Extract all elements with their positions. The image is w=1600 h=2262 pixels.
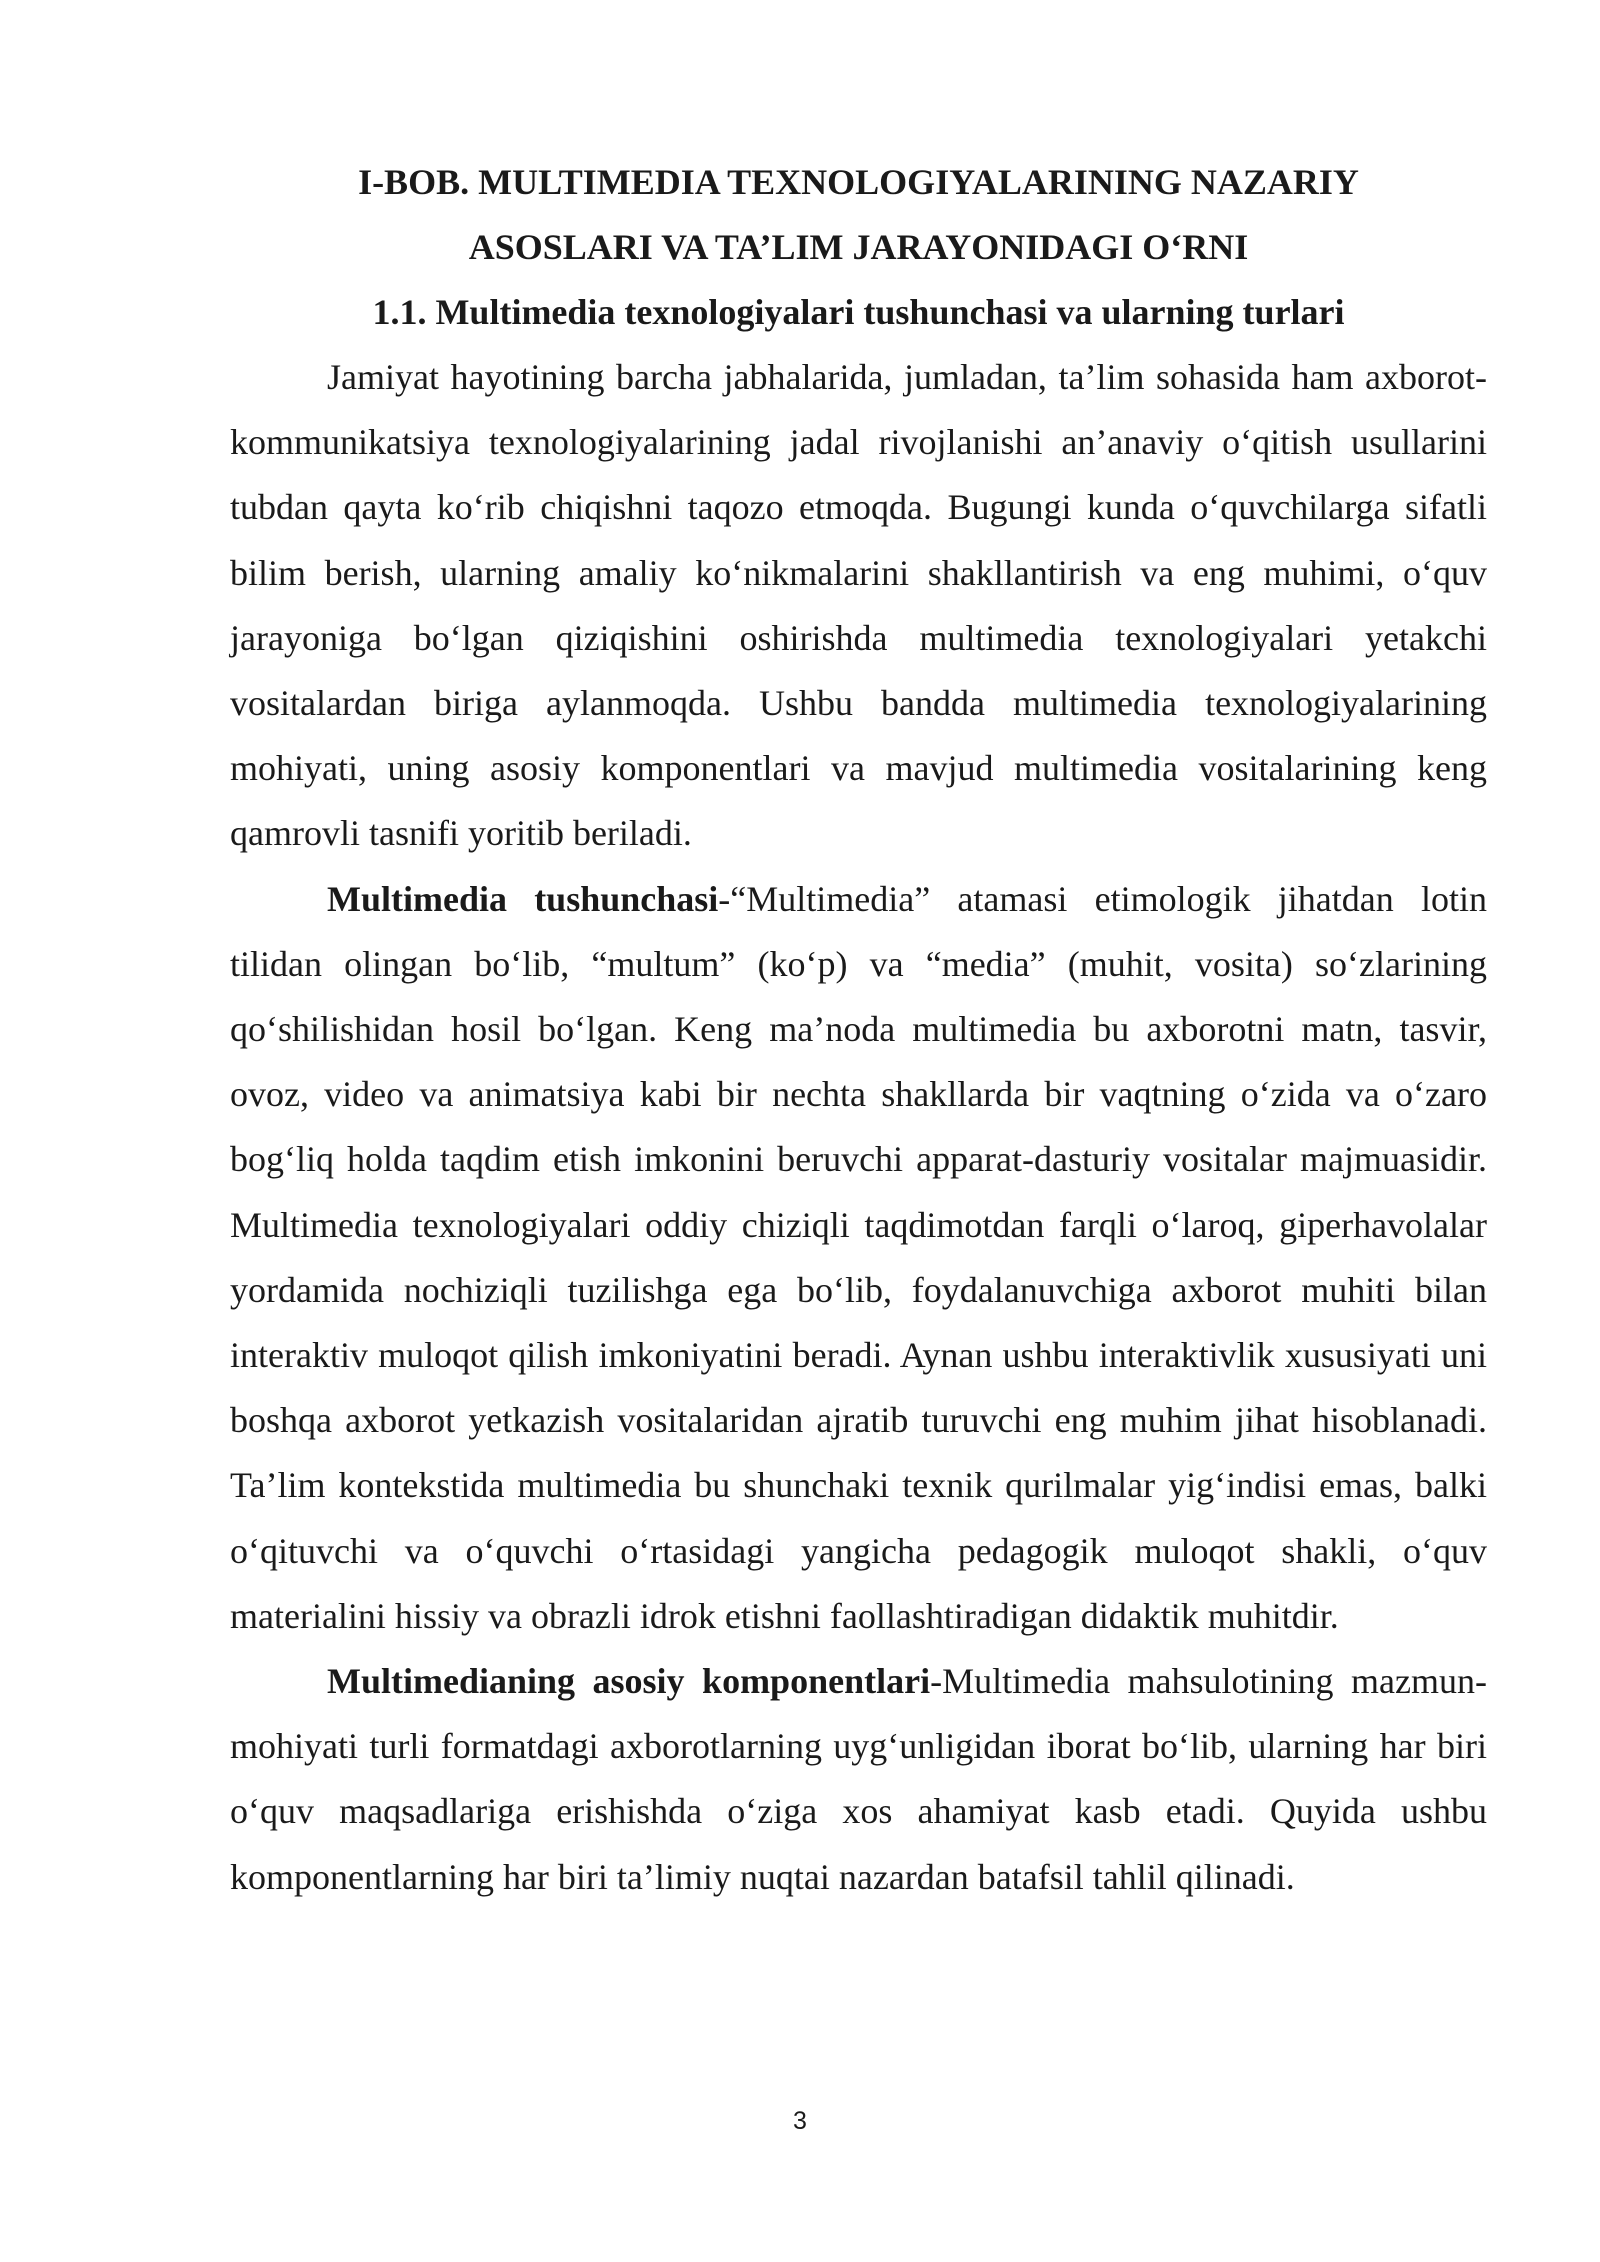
- components-paragraph: [230, 1649, 1487, 1910]
- concept-term: Multimedia tushunchasi: [327, 878, 719, 919]
- section-title: 1.1. Multimedia texnologiyalari tushunchasi va ularning turlari: [372, 292, 1345, 332]
- intro-paragraph: Jamiyat hayotining barcha jabhalarida, jumladan, ta’lim sohasida ham axborot-kommunikatsiya texnologiyalarining jadal rivojlanishi an’anaviy o‘qitish usullarini tubdan qayta ko‘rib chiqishni taqozo etmoqda. Bugungi kunda o‘quvchilarga sifatli bilim berish, ularning amaliy ko‘nikmalarini shakllantirish va eng muhimi, o‘quv jarayoniga bo‘lgan qiziqishini oshirishda multimedia texnologiyalari yetakchi vositalardan biriga aylanmoqda. Ushbu bandda multimedia texnologiyalarining mohiyati, uning asosiy komponentlari va mavjud multimedia vositalarining keng qamrovli tasnifi yoritib beriladi.: [230, 357, 1487, 854]
- chapter-title-line-1: I-BOB. MULTIMEDIA TEXNOLOGIYALARINING NAZARIY: [358, 162, 1359, 202]
- components-term: Multimedianing asosiy komponentlari: [327, 1661, 931, 1702]
- page-number: 3: [793, 2107, 807, 2135]
- chapter-title-line-2: ASOSLARI VA TA’LIM JARAYONIDAGI O‘RNI: [468, 227, 1249, 267]
- concept-paragraph: [230, 867, 1487, 1649]
- components-text: -Multimedia mahsulotining mazmun-mohiyati turli formatdagi axborotlarning uyg‘unligidan iborat bo‘lib, ularning har biri o‘quv maqsadlariga erishishda o‘ziga xos ahamiyat kasb etadi. Quyida ushbu komponentlarning har biri ta’limiy nuqtai nazardan batafsil tahlil qilinadi.: [230, 1661, 1487, 1897]
- page-content: [230, 150, 1487, 1910]
- concept-text: -“Multimedia” atamasi etimologik jihatdan lotin tilidan olingan bo‘lib, “multum” (ko‘p) va “media” (muhit, vosita) so‘zlarining qo‘shilishidan hosil bo‘lgan. Keng ma’noda multimedia bu axborotni matn, tasvir, ovoz, video va animatsiya kabi bir nechta shakllarda bir vaqtning o‘zida va o‘zaro bog‘liq holda taqdim etish imkonini beruvchi apparat-dasturiy vositalar majmuasidir. Multimedia texnologiyalari oddiy chiziqli taqdimotdan farqli o‘laroq, giperhavolalar yordamida nochiziqli tuzilishga ega bo‘lib, foydalanuvchiga axborot muhiti bilan interaktiv muloqot qilish imkoniyatini beradi. Aynan ushbu interaktivlik xususiyati uni boshqa axborot yetkazish vositalaridan ajratib turuvchi eng muhim jihat hisoblanadi. Ta’lim kontekstida multimedia bu shunchaki texnik qurilmalar yig‘indisi emas, balki o‘qituvchi va o‘quvchi o‘rtasidagi yangicha pedagogik muloqot shakli, o‘quv materialini hissiy va obrazli idrok etishni faollashtiradigan didaktik muhitdir.: [230, 878, 1487, 1636]
